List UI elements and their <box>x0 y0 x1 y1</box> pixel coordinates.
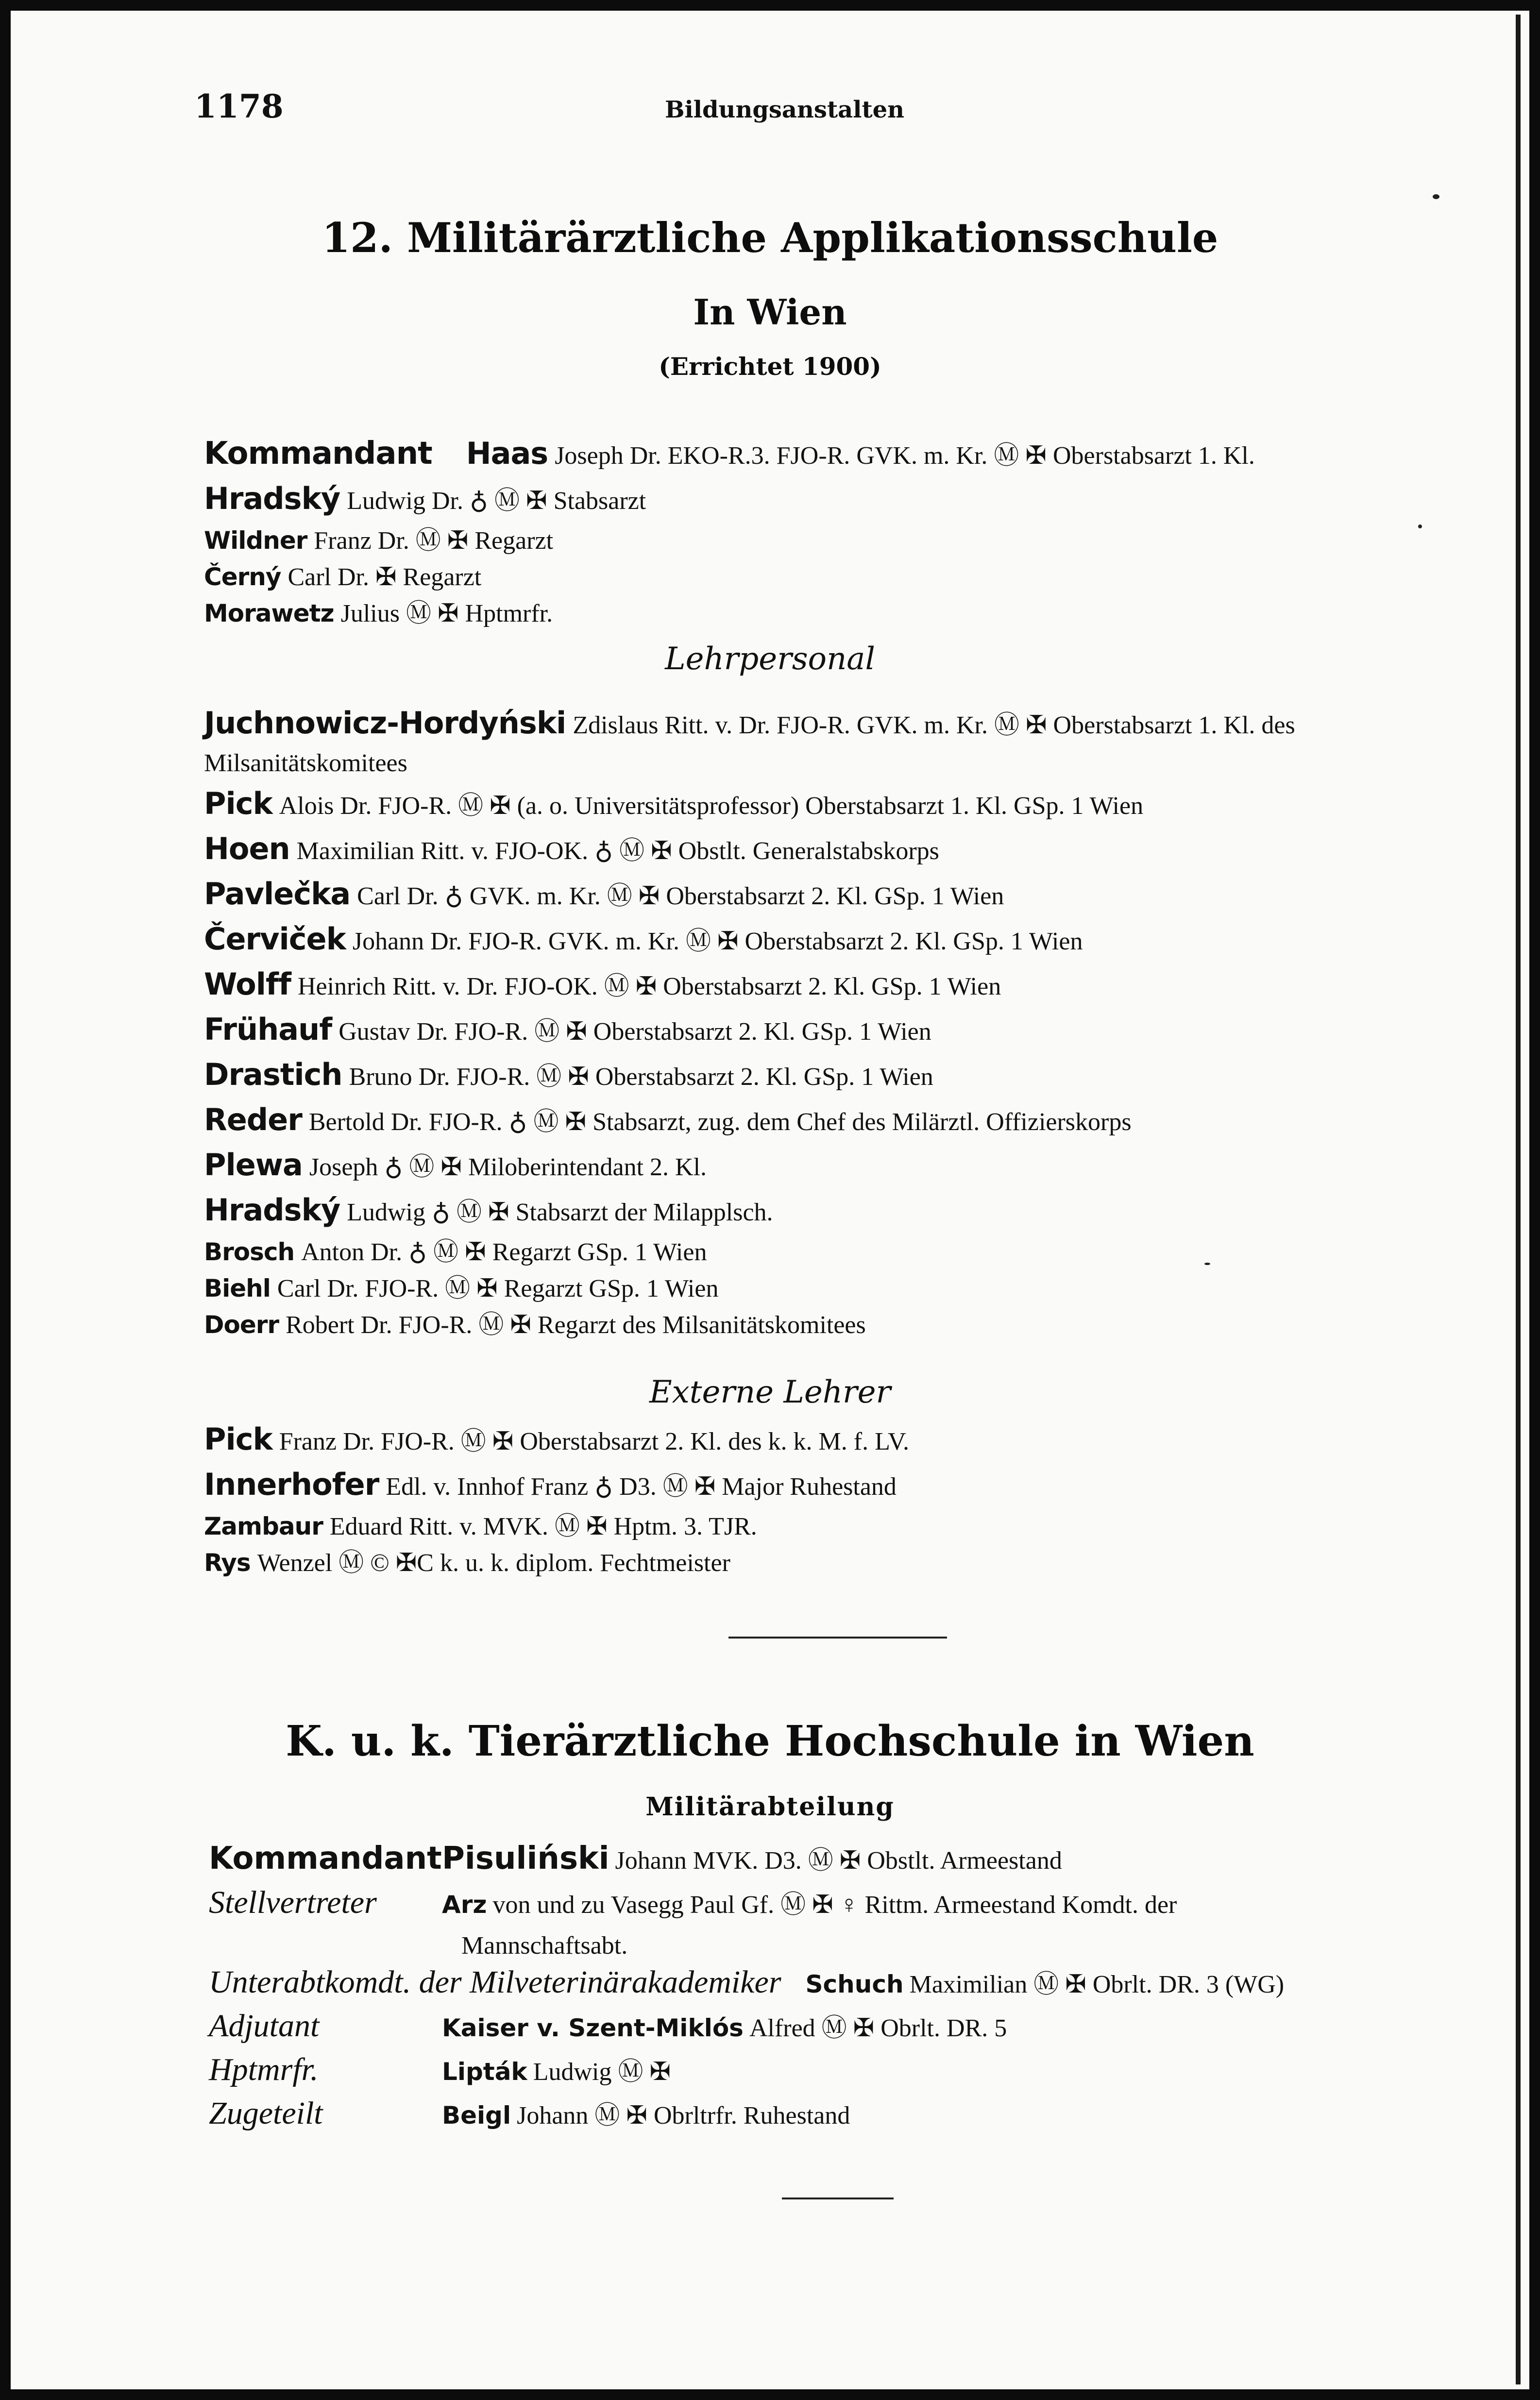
entry-name: Hradský <box>204 1192 340 1228</box>
list-item <box>204 523 1476 559</box>
vet-school-title: K. u. k. Tierärztliche Hochschule in Wien <box>286 1717 1254 1766</box>
entry-details: Franz Dr. Ⓜ ✠ Regarzt <box>314 527 554 555</box>
entry-details: Carl Dr. ✠ Regarzt <box>288 563 482 591</box>
entry-name: Innerhofer <box>204 1467 379 1502</box>
list-item <box>204 1189 1476 1234</box>
entry-details: Edl. v. Innhof Franz ♁ D3. Ⓜ ✠ Major Ruhestand <box>386 1473 897 1501</box>
entry-details: Eduard Ritt. v. MVK. Ⓜ ✠ Hptm. 3. TJR. <box>329 1513 757 1540</box>
entry-name: Červiček <box>204 921 346 957</box>
entry-details: Gustav Dr. FJO-R. Ⓜ ✠ Oberstabsarzt 2. Kl. GSp. 1 Wien <box>338 1018 931 1046</box>
running-head <box>194 87 1375 131</box>
entry-name: Juchnowicz-Hordyński <box>204 705 566 741</box>
entry-name: Morawetz <box>204 599 334 627</box>
section-heading-externe-lehrer: Externe Lehrer <box>649 1374 891 1410</box>
entry-role: Unterabtkomdt. der Milveterinärakademiker <box>209 1964 781 2000</box>
running-title: Bildungsanstalten <box>664 96 905 123</box>
list-item <box>204 963 1476 1008</box>
entry-details: Ludwig Ⓜ ✠ <box>533 2058 671 2086</box>
list-item <box>204 595 1476 632</box>
list-item <box>204 1545 1476 1581</box>
list-item <box>204 477 1476 523</box>
lehrpersonal-list <box>204 704 1476 1343</box>
entry-name: Zambaur <box>204 1512 323 1540</box>
entry-name: Haas <box>466 436 548 471</box>
page-edge-shadow <box>1516 15 1521 2384</box>
entry-role: Kommandant <box>204 436 432 472</box>
entry-name: Drastich <box>204 1057 342 1092</box>
list-item <box>204 1270 1476 1307</box>
entry-name: Schuch <box>805 1970 904 1998</box>
list-item <box>209 2008 1481 2051</box>
entry-details: Robert Dr. FJO-R. Ⓜ ✠ Regarzt des Milsanitätskomitees <box>286 1311 866 1339</box>
entry-details: Wenzel Ⓜ © ✠C k. u. k. diplom. Fechtmeister <box>257 1549 730 1577</box>
entry-name: Biehl <box>204 1274 271 1302</box>
list-item <box>204 432 1476 477</box>
page-number: 1178 <box>194 87 284 125</box>
entry-details: Ludwig Dr. ♁ Ⓜ ✠ Stabsarzt <box>347 487 646 515</box>
entry-details: Franz Dr. FJO-R. Ⓜ ✠ Oberstabsarzt 2. Kl. des k. k. M. f. LV. <box>279 1428 909 1455</box>
list-item <box>204 918 1476 963</box>
externe-list <box>204 1418 1476 1581</box>
list-item <box>204 1053 1476 1099</box>
entry-name: Frühauf <box>204 1012 332 1047</box>
list-item <box>209 1841 1481 1884</box>
entry-name: Pisuliński <box>442 1841 609 1876</box>
list-item <box>204 1307 1476 1343</box>
entry-name: Arz <box>442 1891 487 1919</box>
entry-name: Reder <box>204 1102 302 1137</box>
entry-name: Pick <box>204 786 272 821</box>
entry-details: Heinrich Ritt. v. Dr. FJO-OK. Ⓜ ✠ Oberstabsarzt 2. Kl. GSp. 1 Wien <box>297 973 1001 1000</box>
list-item <box>204 828 1476 873</box>
entry-details: Bertold Dr. FJO-R. ♁ Ⓜ ✠ Stabsarzt, zug. dem Chef des Milärztl. Offizierskorps <box>308 1108 1132 1136</box>
entry-name: Kaiser v. Szent-Miklós <box>442 2014 744 2042</box>
list-item <box>209 2095 1481 2139</box>
list-item <box>209 1964 1481 2008</box>
entry-role: Adjutant <box>209 2008 320 2044</box>
section-heading-lehrpersonal: Lehrpersonal <box>665 641 875 677</box>
entry-name: Hoen <box>204 831 290 866</box>
list-item <box>209 2051 1481 2095</box>
entry-name: Brosch <box>204 1238 295 1266</box>
section-divider <box>728 1637 947 1639</box>
entry-role: Kommandant <box>209 1841 442 1876</box>
entry-role: Zugeteilt <box>209 2096 323 2131</box>
entry-details: Ludwig ♁ Ⓜ ✠ Stabsarzt der Milapplsch. <box>347 1199 773 1226</box>
list-item <box>204 873 1476 918</box>
entry-name: Pavlečka <box>204 876 351 912</box>
entry-details: Joseph Dr. EKO-R.3. FJO-R. GVK. m. Kr. Ⓜ ✠ Oberstabsarzt 1. Kl. <box>555 442 1255 470</box>
entry-name: Hradský <box>204 481 340 516</box>
entry-name: Doerr <box>204 1311 279 1339</box>
entry-details: Alois Dr. FJO-R. Ⓜ ✠ (a. o. Universitätsprofessor) Oberstabsarzt 1. Kl. GSp. 1 Wien <box>279 792 1144 820</box>
entry-details-continued: Mannschaftsabt. <box>461 1932 628 1960</box>
entry-name: Beigl <box>442 2101 511 2130</box>
staff-list <box>204 432 1476 632</box>
end-divider <box>782 2197 894 2199</box>
list-item <box>204 1099 1476 1144</box>
entry-name: Wolff <box>204 966 291 1002</box>
list-item-continuation <box>461 1928 1481 1964</box>
entry-details: Julius Ⓜ ✠ Hptmrfr. <box>340 600 553 627</box>
list-item <box>204 1508 1476 1545</box>
entry-name: Wildner <box>204 526 307 555</box>
list-item <box>204 1144 1476 1189</box>
entry-details: Johann Ⓜ ✠ Obrltrfr. Ruhestand <box>517 2102 850 2130</box>
school-location: In Wien <box>693 291 847 333</box>
entry-details: Maximilian Ritt. v. FJO-OK. ♁ Ⓜ ✠ Obstlt. Generalstabskorps <box>296 837 939 865</box>
entry-details: Joseph ♁ Ⓜ ✠ Miloberintendant 2. Kl. <box>309 1153 707 1181</box>
vet-staff-list <box>209 1841 1481 2139</box>
entry-name: Pick <box>204 1421 272 1457</box>
list-item <box>204 1008 1476 1053</box>
entry-name: Černý <box>204 563 281 591</box>
entry-details: Carl Dr. ♁ GVK. m. Kr. Ⓜ ✠ Oberstabsarzt 2. Kl. GSp. 1 Wien <box>357 882 1004 910</box>
list-item <box>204 782 1476 828</box>
entry-details: Bruno Dr. FJO-R. Ⓜ ✠ Oberstabsarzt 2. Kl. GSp. 1 Wien <box>349 1063 933 1091</box>
list-item <box>204 559 1476 595</box>
entry-details: Zdislaus Ritt. v. Dr. FJO-R. GVK. m. Kr. Ⓜ ✠ Oberstabsarzt 1. Kl. des Milsanitätskomitees <box>204 711 1295 777</box>
list-item <box>204 1418 1476 1463</box>
scan-speck <box>1433 194 1439 199</box>
entry-role: Stellvertreter <box>209 1885 377 1920</box>
entry-role: Hptmrfr. <box>209 2052 319 2087</box>
school-founded: (Errichtet 1900) <box>659 352 881 381</box>
list-item <box>209 1884 1481 1928</box>
entry-details: Johann Dr. FJO-R. GVK. m. Kr. Ⓜ ✠ Oberstabsarzt 2. Kl. GSp. 1 Wien <box>352 928 1083 955</box>
entry-details: Maximilian Ⓜ ✠ Obrlt. DR. 3 (WG) <box>909 1971 1285 1998</box>
list-item <box>204 1234 1476 1270</box>
entry-details: Alfred Ⓜ ✠ Obrlt. DR. 5 <box>749 2014 1007 2042</box>
list-item <box>204 1463 1476 1508</box>
entry-name: Plewa <box>204 1147 303 1183</box>
entry-name: Rys <box>204 1549 251 1577</box>
entry-details: von und zu Vasegg Paul Gf. Ⓜ ✠ ♀ Rittm. Armeestand Komdt. der <box>492 1891 1177 1919</box>
school-title: 12. Militärärztliche Applikationsschule <box>322 214 1218 262</box>
entry-details: Anton Dr. ♁ Ⓜ ✠ Regarzt GSp. 1 Wien <box>301 1238 707 1266</box>
vet-school-subtitle: Militärabteilung <box>645 1792 895 1822</box>
list-item <box>204 704 1476 782</box>
entry-details: Johann MVK. D3. Ⓜ ✠ Obstlt. Armeestand <box>615 1847 1062 1875</box>
entry-details: Carl Dr. FJO-R. Ⓜ ✠ Regarzt GSp. 1 Wien <box>277 1275 719 1302</box>
entry-name: Lipták <box>442 2058 527 2086</box>
